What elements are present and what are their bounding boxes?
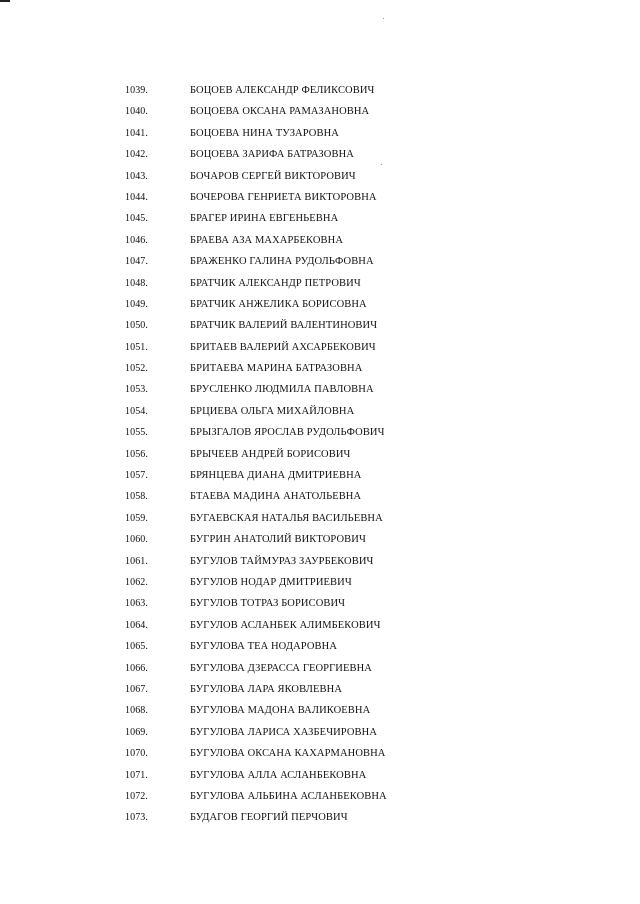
entry-name: БОЧЕРОВА ГЕНРИЕТА ВИКТОРОВНА — [190, 191, 377, 203]
list-item — [0, 574, 640, 595]
list-item — [0, 275, 640, 296]
entry-name: БУГУЛОВ НОДАР ДМИТРИЕВИЧ — [190, 576, 352, 588]
entry-number: 1054. — [125, 405, 148, 417]
entry-number: 1041. — [125, 127, 148, 139]
entry-number: 1050. — [125, 320, 148, 332]
entry-number: 1072. — [125, 790, 148, 802]
list-item — [0, 210, 640, 231]
entry-name: БТАЕВА МАДИНА АНАТОЛЬЕВНА — [190, 491, 362, 503]
entry-name: БОЦОЕВА ОКСАНА РАМАЗАНОВНА — [190, 106, 370, 118]
entry-name: БУГРИН АНАТОЛИЙ ВИКТОРОВИЧ — [190, 534, 366, 546]
entry-name: БРАЕВА АЗА МАХАРБЕКОВНА — [190, 234, 344, 246]
list-item — [0, 296, 640, 317]
list-item — [0, 103, 640, 124]
list-item — [0, 617, 640, 638]
entry-name: БУГУЛОВА АЛЬБИНА АСЛАНБЕКОВНА — [190, 790, 387, 802]
entry-number: 1071. — [125, 769, 148, 781]
list-item — [0, 809, 640, 830]
entry-name: БУГУЛОВА ЛАРА ЯКОВЛЕВНА — [190, 683, 343, 695]
entry-number: 1057. — [125, 470, 148, 482]
list-item — [0, 531, 640, 552]
list-item — [0, 446, 640, 467]
entry-number: 1063. — [125, 598, 148, 610]
entry-name: БУГУЛОВА АЛЛА АСЛАНБЕКОВНА — [190, 769, 367, 781]
entry-name: БРАТЧИК АЛЕКСАНДР ПЕТРОВИЧ — [190, 277, 361, 289]
list-item — [0, 702, 640, 723]
entry-name: БРЫЧЕЕВ АНДРЕЙ БОРИСОВИЧ — [190, 448, 351, 460]
entry-number: 1055. — [125, 427, 148, 439]
entry-name: БРАТЧИК АНЖЕЛИКА БОРИСОВНА — [190, 298, 367, 310]
list-item — [0, 488, 640, 509]
list-item — [0, 553, 640, 574]
list-item — [0, 189, 640, 210]
entry-number: 1047. — [125, 256, 148, 268]
entry-number: 1067. — [125, 683, 148, 695]
entry-name: БРУСЛЕНКО ЛЮДМИЛА ПАВЛОВНА — [190, 384, 374, 396]
list-item — [0, 745, 640, 766]
entry-number: 1065. — [125, 641, 148, 653]
list-item — [0, 403, 640, 424]
entry-name: БРАЖЕНКО ГАЛИНА РУДОЛЬФОВНА — [190, 256, 374, 268]
entry-number: 1043. — [125, 170, 148, 182]
entry-name: БОЦОЕВА ЗАРИФА БАТРАЗОВНА — [190, 149, 354, 161]
entry-number: 1045. — [125, 213, 148, 225]
entry-number: 1039. — [125, 85, 148, 96]
list-item — [0, 467, 640, 488]
entry-number: 1062. — [125, 576, 148, 588]
list-item — [0, 360, 640, 381]
entry-number: 1073. — [125, 812, 148, 824]
entry-name: БУГУЛОВА МАДОНА ВАЛИКОЕВНА — [190, 705, 371, 717]
list-item — [0, 767, 640, 788]
entry-number: 1066. — [125, 662, 148, 674]
entry-name: БУГУЛОВА ТЕА НОДАРОВНА — [190, 641, 338, 653]
list-item — [0, 788, 640, 809]
name-list — [0, 82, 640, 831]
list-item — [0, 724, 640, 745]
list-item — [0, 168, 640, 189]
entry-number: 1069. — [125, 726, 148, 738]
entry-number: 1059. — [125, 512, 148, 524]
entry-name: БУГУЛОВ АСЛАНБЕК АЛИМБЕКОВИЧ — [190, 619, 381, 631]
entry-name: БУГУЛОВА ОКСАНА КАХАРМАНОВНА — [190, 748, 386, 760]
entry-name: БОЧАРОВ СЕРГЕЙ ВИКТОРОВИЧ — [190, 170, 356, 182]
list-item — [0, 424, 640, 445]
entry-number: 1068. — [125, 705, 148, 717]
scan-speck — [383, 18, 384, 19]
list-item — [0, 660, 640, 681]
entry-number: 1051. — [125, 341, 148, 353]
list-item — [0, 381, 640, 402]
entry-name: БРАТЧИК ВАЛЕРИЙ ВАЛЕНТИНОВИЧ — [190, 320, 378, 332]
entry-number: 1040. — [125, 106, 148, 118]
list-item — [0, 125, 640, 146]
list-item — [0, 253, 640, 274]
list-item — [0, 82, 640, 103]
list-item — [0, 510, 640, 531]
entry-number: 1052. — [125, 363, 148, 375]
entry-number: 1064. — [125, 619, 148, 631]
entry-number: 1048. — [125, 277, 148, 289]
entry-name: БРЯНЦЕВА ДИАНА ДМИТРИЕВНА — [190, 470, 362, 482]
entry-name: БОЦОЕВА НИНА ТУЗАРОВНА — [190, 127, 339, 139]
list-item — [0, 146, 640, 167]
entry-number: 1044. — [125, 191, 148, 203]
list-item — [0, 638, 640, 659]
entry-name: БУГУЛОВ ТАЙМУРАЗ ЗАУРБЕКОВИЧ — [190, 555, 374, 567]
entry-number: 1056. — [125, 448, 148, 460]
entry-name: БУГУЛОВ ТОТРАЗ БОРИСОВИЧ — [190, 598, 346, 610]
entry-number: 1061. — [125, 555, 148, 567]
entry-name: БУГАЕВСКАЯ НАТАЛЬЯ ВАСИЛЬЕВНА — [190, 512, 383, 524]
list-item — [0, 339, 640, 360]
entry-number: 1046. — [125, 234, 148, 246]
entry-name: БОЦОЕВ АЛЕКСАНДР ФЕЛИКСОВИЧ — [190, 85, 375, 96]
entry-number: 1053. — [125, 384, 148, 396]
entry-number: 1060. — [125, 534, 148, 546]
list-item — [0, 232, 640, 253]
entry-name: БРИТАЕВ ВАЛЕРИЙ АХСАРБЕКОВИЧ — [190, 341, 376, 353]
entry-number: 1049. — [125, 298, 148, 310]
entry-name: БРИТАЕВА МАРИНА БАТРАЗОВНА — [190, 363, 363, 375]
entry-number: 1042. — [125, 149, 148, 161]
list-item — [0, 595, 640, 616]
scan-corner-mark — [0, 0, 10, 2]
entry-name: БУГУЛОВА ЛАРИСА ХАЗБЕЧИРОВНА — [190, 726, 378, 738]
list-item — [0, 681, 640, 702]
entry-number: 1070. — [125, 748, 148, 760]
entry-name: БРАГЕР ИРИНА ЕВГЕНЬЕВНА — [190, 213, 339, 225]
entry-name: БРЫЗГАЛОВ ЯРОСЛАВ РУДОЛЬФОВИЧ — [190, 427, 385, 439]
entry-name: БУДАГОВ ГЕОРГИЙ ПЕРЧОВИЧ — [190, 812, 348, 824]
list-item — [0, 317, 640, 338]
entry-number: 1058. — [125, 491, 148, 503]
entry-name: БРЦИЕВА ОЛЬГА МИХАЙЛОВНА — [190, 405, 355, 417]
entry-name: БУГУЛОВА ДЗЕРАССА ГЕОРГИЕВНА — [190, 662, 372, 674]
